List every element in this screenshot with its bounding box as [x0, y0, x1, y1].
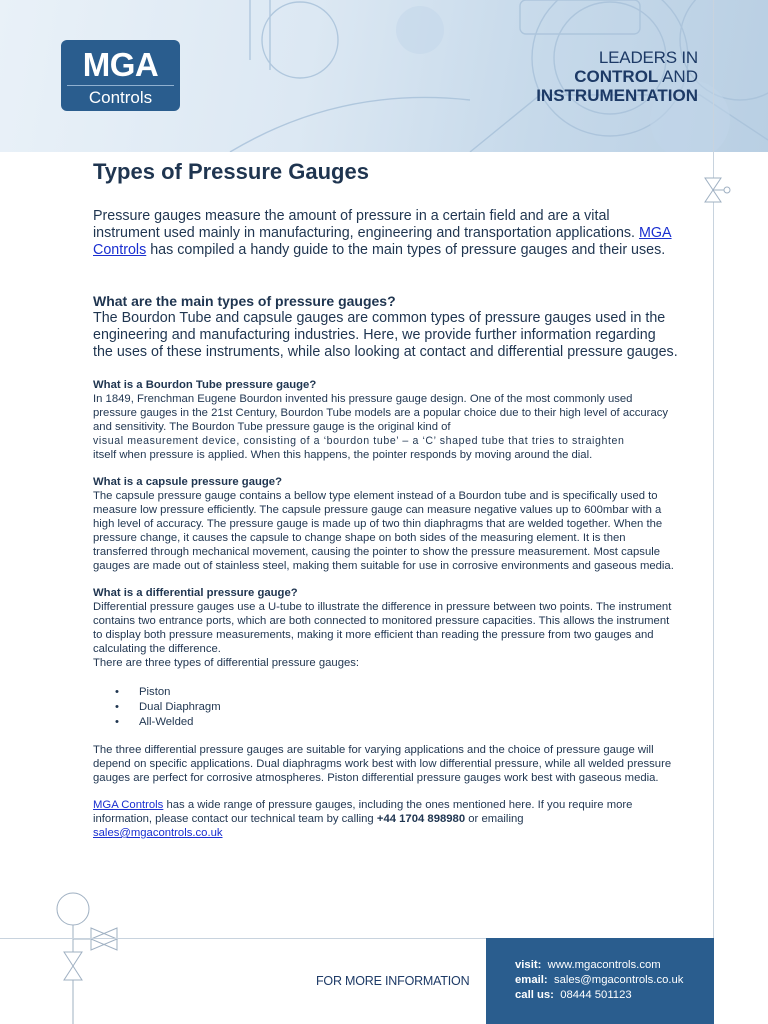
bourdon-text-3: itself when pressure is applied. When this happens, the pointer responds by moving around the dial.	[93, 449, 593, 461]
bourdon-heading: What is a Bourdon Tube pressure gauge?	[93, 379, 317, 391]
footer-phone: 08444 501123	[560, 989, 632, 1001]
summary-paragraph: The three differential pressure gauges are suitable for varying applications and the choice of pressure gauge will depend on specific applications. Dual diaphragms work best with low differential pressure, while all welded pressure gauges are perfect for corrosive atmospheres. Piston differential pressure gauges work best with gaseous media.	[93, 744, 672, 784]
mga-controls-link-2[interactable]: MGA Controls	[93, 799, 164, 811]
logo-divider	[67, 85, 174, 86]
tagline-line3: INSTRUMENTATION	[536, 86, 698, 105]
capsule-heading: What is a capsule pressure gauge?	[93, 476, 282, 488]
mga-controls-link[interactable]: MGA Controls	[93, 225, 672, 258]
intro-text-after: has compiled a handy guide to the main types of pressure gauges and their uses.	[146, 242, 666, 258]
differential-heading: What is a differential pressure gauge?	[93, 587, 298, 599]
list-item: • Piston	[93, 685, 678, 700]
main-types-paragraph: The Bourdon Tube and capsule gauges are common types of pressure gauges used in the engineering and manufacturing industries. Here, we provide further information regarding the uses of these instruments, while also looking at contact and differential pressure gauges.	[93, 310, 678, 360]
visit-row	[515, 958, 661, 972]
differential-lead: There are three types of differential pressure gauges:	[93, 657, 360, 669]
logo-subtitle: Controls	[88, 88, 153, 107]
valve-icon	[700, 175, 732, 207]
website-link[interactable]: www.mgacontrols.com	[547, 959, 661, 971]
closing-or: or emailing	[465, 813, 524, 825]
logo-wordmark: MGA	[82, 46, 159, 83]
tagline-line2	[536, 67, 698, 86]
bourdon-text-1: In 1849, Frenchman Eugene Bourdon invented his pressure gauge design. One of the most commonly used pressure gauges in the 21st Century, Bourdon Tube models are a popular choice due to their high level of accuracy and sensitivity. The Bourdon Tube pressure gauge is the original kind of	[93, 393, 669, 433]
decorative-vertical-line	[713, 0, 714, 940]
tagline-line1: LEADERS IN	[598, 48, 698, 67]
intro-paragraph	[93, 208, 678, 259]
email-link[interactable]: sales@mgacontrols.co.uk	[93, 827, 223, 839]
phone-number: +44 1704 898980	[376, 813, 466, 825]
call-label: call us:	[515, 989, 554, 1001]
capsule-paragraph: The capsule pressure gauge contains a bellow type element instead of a Bourdon tube and is specifically used to measure low pressure efficiently. The capsule pressure gauge can measure negative values up to 600mbar with a high level of accuracy. The pressure gauge is made up of two thin diaphragms that are welded together. When the pressure change, it causes the capsule to change shape on both sides of the measuring element. It is then transferred through mechanical movement, causing the pointer to show the pressure measurement. Most capsule gauges are made out of stainless steel, making them suitable for use in corrosive environments and gaseous media.	[93, 490, 674, 572]
article	[93, 158, 678, 840]
header-banner	[0, 0, 768, 152]
mga-controls-logo[interactable]	[61, 40, 180, 111]
closing-paragraph	[93, 798, 678, 840]
contact-box	[486, 938, 714, 1024]
visit-label: visit:	[515, 959, 542, 971]
page-title: Types of Pressure Gauges	[93, 159, 369, 184]
pressure-gauge-diagram-icon	[50, 880, 130, 1024]
tagline-control: CONTROL	[574, 67, 659, 86]
footer-label: FOR MORE INFORMATION	[316, 974, 470, 988]
list-item: • Dual Diaphragm	[93, 700, 678, 715]
differential-paragraph: Differential pressure gauges use a U-tube to illustrate the difference in pressure between two points. The instrument contains two entrance ports, which are both connected to monitored pressure capacities. This allows the instrument to display both pressure measurements, making it more efficient than reading the pressure from two gauges and calculating the difference.	[93, 601, 672, 655]
tagline-and: AND	[658, 67, 698, 86]
closing-text: has a wide range of pressure gauges, including the ones mentioned here. If you require more information, please contact our technical team by calling	[93, 799, 633, 825]
footer-email-link[interactable]: sales@mgacontrols.co.uk	[553, 974, 684, 986]
list-item: • All-Welded	[93, 715, 678, 730]
intro-text-before: Pressure gauges measure the amount of pressure in a certain field and are a vital instrument used mainly in manufacturing, engineering and transportation applications.	[93, 208, 639, 241]
call-row	[515, 988, 632, 1002]
footer-divider	[0, 938, 486, 939]
bourdon-text-2: visual measurement device, consisting of a ‘bourdon tube’ – a ‘C’ shaped tube that tries to straighten	[93, 435, 625, 447]
main-types-heading: What are the main types of pressure gauges?	[93, 293, 396, 309]
differential-types-list	[93, 685, 678, 730]
bourdon-paragraph	[93, 392, 678, 462]
email-label: email:	[515, 974, 548, 986]
email-row	[515, 973, 683, 987]
tagline	[536, 48, 698, 105]
